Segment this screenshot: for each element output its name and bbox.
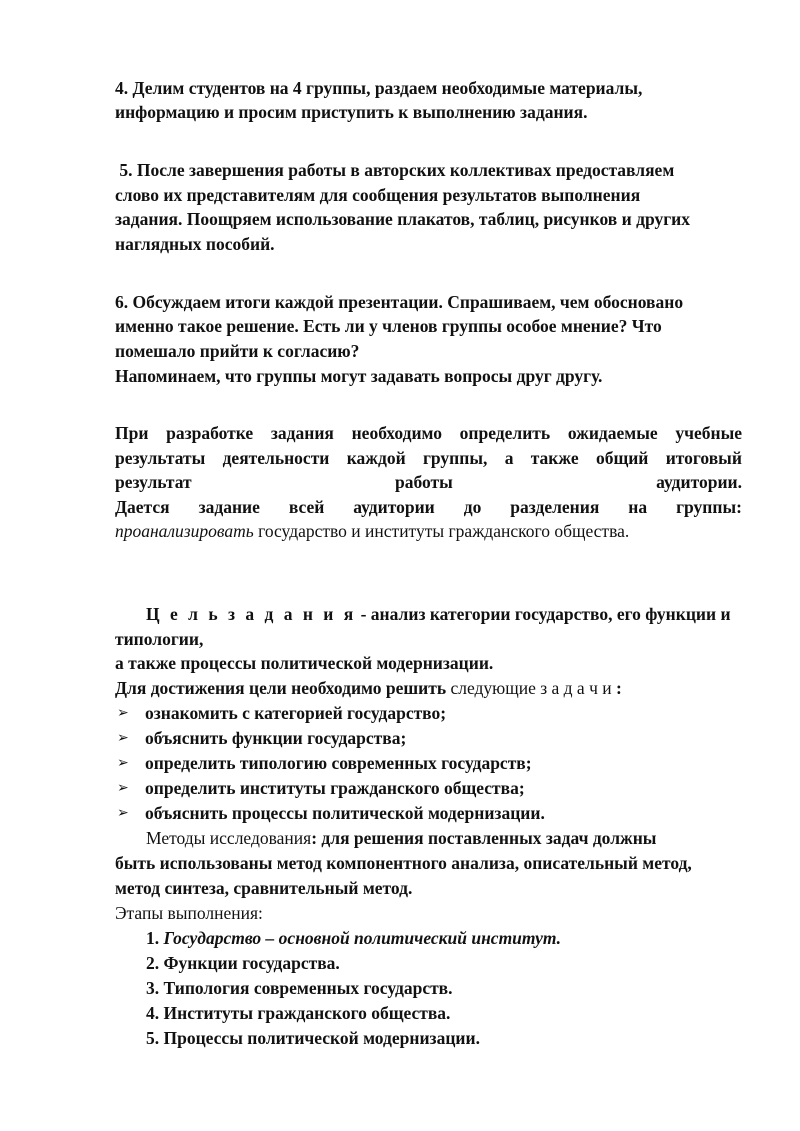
goal-line-3: а также процессы политической модернизации. bbox=[115, 653, 494, 673]
goal-line-2: типологии, bbox=[115, 629, 204, 649]
stage-text: Типология современных государств. bbox=[163, 978, 453, 998]
task-item: объяснить процессы политической модернизации. bbox=[145, 803, 545, 823]
word: аудитории bbox=[353, 497, 435, 517]
tasks-intro-normal: следующие з а д а ч и bbox=[446, 678, 612, 698]
dev-line-5-rest: государство и институты гражданского общества. bbox=[253, 521, 630, 541]
word: итоговый bbox=[665, 448, 742, 468]
word: группы, bbox=[422, 448, 488, 468]
stage-num: 1. bbox=[146, 928, 164, 948]
tasks-intro-colon: : bbox=[611, 678, 622, 698]
stage-item bbox=[146, 951, 340, 975]
word: на bbox=[628, 497, 648, 517]
p4-line-1: 4. Делим студентов на 4 группы, раздаем необходимые материалы, bbox=[115, 78, 643, 98]
word: результат bbox=[115, 472, 192, 492]
stage-num: 5. bbox=[146, 1028, 164, 1048]
arrowhead-bullet-icon: ➢ bbox=[117, 780, 129, 796]
p5-line-2: слово их представителям для сообщения результатов выполнения bbox=[115, 185, 641, 205]
task-item: определить типологию современных государств; bbox=[145, 753, 532, 773]
dev-line-2 bbox=[115, 446, 742, 470]
dev-line-4 bbox=[115, 495, 742, 519]
word: общий bbox=[595, 448, 649, 468]
stage-item bbox=[146, 976, 453, 1000]
word: разработке bbox=[166, 423, 254, 443]
goal-line-1-rest: - анализ категории государство, его функции и bbox=[356, 604, 731, 624]
stage-num: 4. bbox=[146, 1003, 164, 1023]
stage-text: Институты гражданского общества. bbox=[163, 1003, 451, 1023]
word: задание bbox=[198, 497, 260, 517]
goal-label: Ц е л ь з а д а н и я bbox=[146, 604, 357, 624]
word: ожидаемые bbox=[567, 423, 658, 443]
arrowhead-bullet-icon: ➢ bbox=[117, 805, 129, 821]
stage-item bbox=[146, 1001, 450, 1025]
word: учебные bbox=[675, 423, 742, 443]
stage-text: Процессы политической модернизации. bbox=[163, 1028, 480, 1048]
word: деятельности bbox=[222, 448, 330, 468]
word: задания bbox=[270, 423, 334, 443]
word: Дается bbox=[115, 497, 170, 517]
word: группы: bbox=[676, 497, 742, 517]
p6-line-3: помешало прийти к согласию? bbox=[115, 341, 360, 361]
p5-line-3: задания. Поощряем использование плакатов, таблиц, рисунков и других bbox=[115, 209, 690, 229]
word: а bbox=[504, 448, 514, 468]
methods-line-1 bbox=[146, 826, 656, 850]
dev-line-3 bbox=[115, 470, 742, 494]
arrowhead-bullet-icon: ➢ bbox=[117, 755, 129, 771]
p6-line-2: именно такое решение. Есть ли у членов группы особое мнение? Что bbox=[115, 316, 662, 336]
word: работы bbox=[394, 472, 453, 492]
stage-num: 3. bbox=[146, 978, 164, 998]
p6-line-1: 6. Обсуждаем итоги каждой презентации. Спрашиваем, чем обосновано bbox=[115, 292, 684, 312]
word: также bbox=[530, 448, 579, 468]
word: аудитории. bbox=[656, 472, 742, 492]
analyze-italic: проанализировать bbox=[115, 521, 254, 541]
tasks-intro-bold: Для достижения цели необходимо решить bbox=[115, 678, 447, 698]
stage-item bbox=[146, 1026, 480, 1050]
stages-label: Этапы выполнения: bbox=[115, 903, 263, 923]
stage-item bbox=[146, 926, 561, 950]
p6-line-4: Напоминаем, что группы могут задавать вопросы друг другу. bbox=[115, 366, 603, 386]
methods-line-2: быть использованы метод компонентного анализа, описательный метод, bbox=[115, 853, 692, 873]
p5-line-4: наглядных пособий. bbox=[115, 234, 275, 254]
word: разделения bbox=[510, 497, 600, 517]
arrowhead-bullet-icon: ➢ bbox=[117, 705, 129, 721]
task-item: определить институты гражданского общества; bbox=[145, 778, 525, 798]
task-item: ознакомить с категорией государство; bbox=[145, 703, 447, 723]
arrowhead-bullet-icon: ➢ bbox=[117, 730, 129, 746]
word: необходимо bbox=[351, 423, 442, 443]
p5-line-1: 5. После завершения работы в авторских коллективах предоставляем bbox=[115, 160, 675, 180]
task-item: объяснить функции государства; bbox=[145, 728, 407, 748]
word: всей bbox=[288, 497, 325, 517]
word: каждой bbox=[346, 448, 406, 468]
word: результаты bbox=[115, 448, 206, 468]
word: определить bbox=[459, 423, 551, 443]
methods-line-3: метод синтеза, сравнительный метод. bbox=[115, 878, 413, 898]
dev-line-5 bbox=[115, 519, 629, 543]
methods-line-1-rest: : для решения поставленных задач должны bbox=[311, 828, 657, 848]
stage-num: 2. bbox=[146, 953, 164, 973]
methods-label: Методы исследования bbox=[146, 828, 312, 848]
p4-line-2: информацию и просим приступить к выполнению задания. bbox=[115, 102, 588, 122]
word: до bbox=[463, 497, 482, 517]
goal-line-1 bbox=[146, 602, 731, 626]
stage-text: Функции государства. bbox=[163, 953, 340, 973]
tasks-intro bbox=[115, 676, 622, 700]
stage-text: Государство – основной политический институт. bbox=[163, 928, 562, 948]
word: При bbox=[115, 423, 149, 443]
dev-line-1 bbox=[115, 421, 742, 445]
